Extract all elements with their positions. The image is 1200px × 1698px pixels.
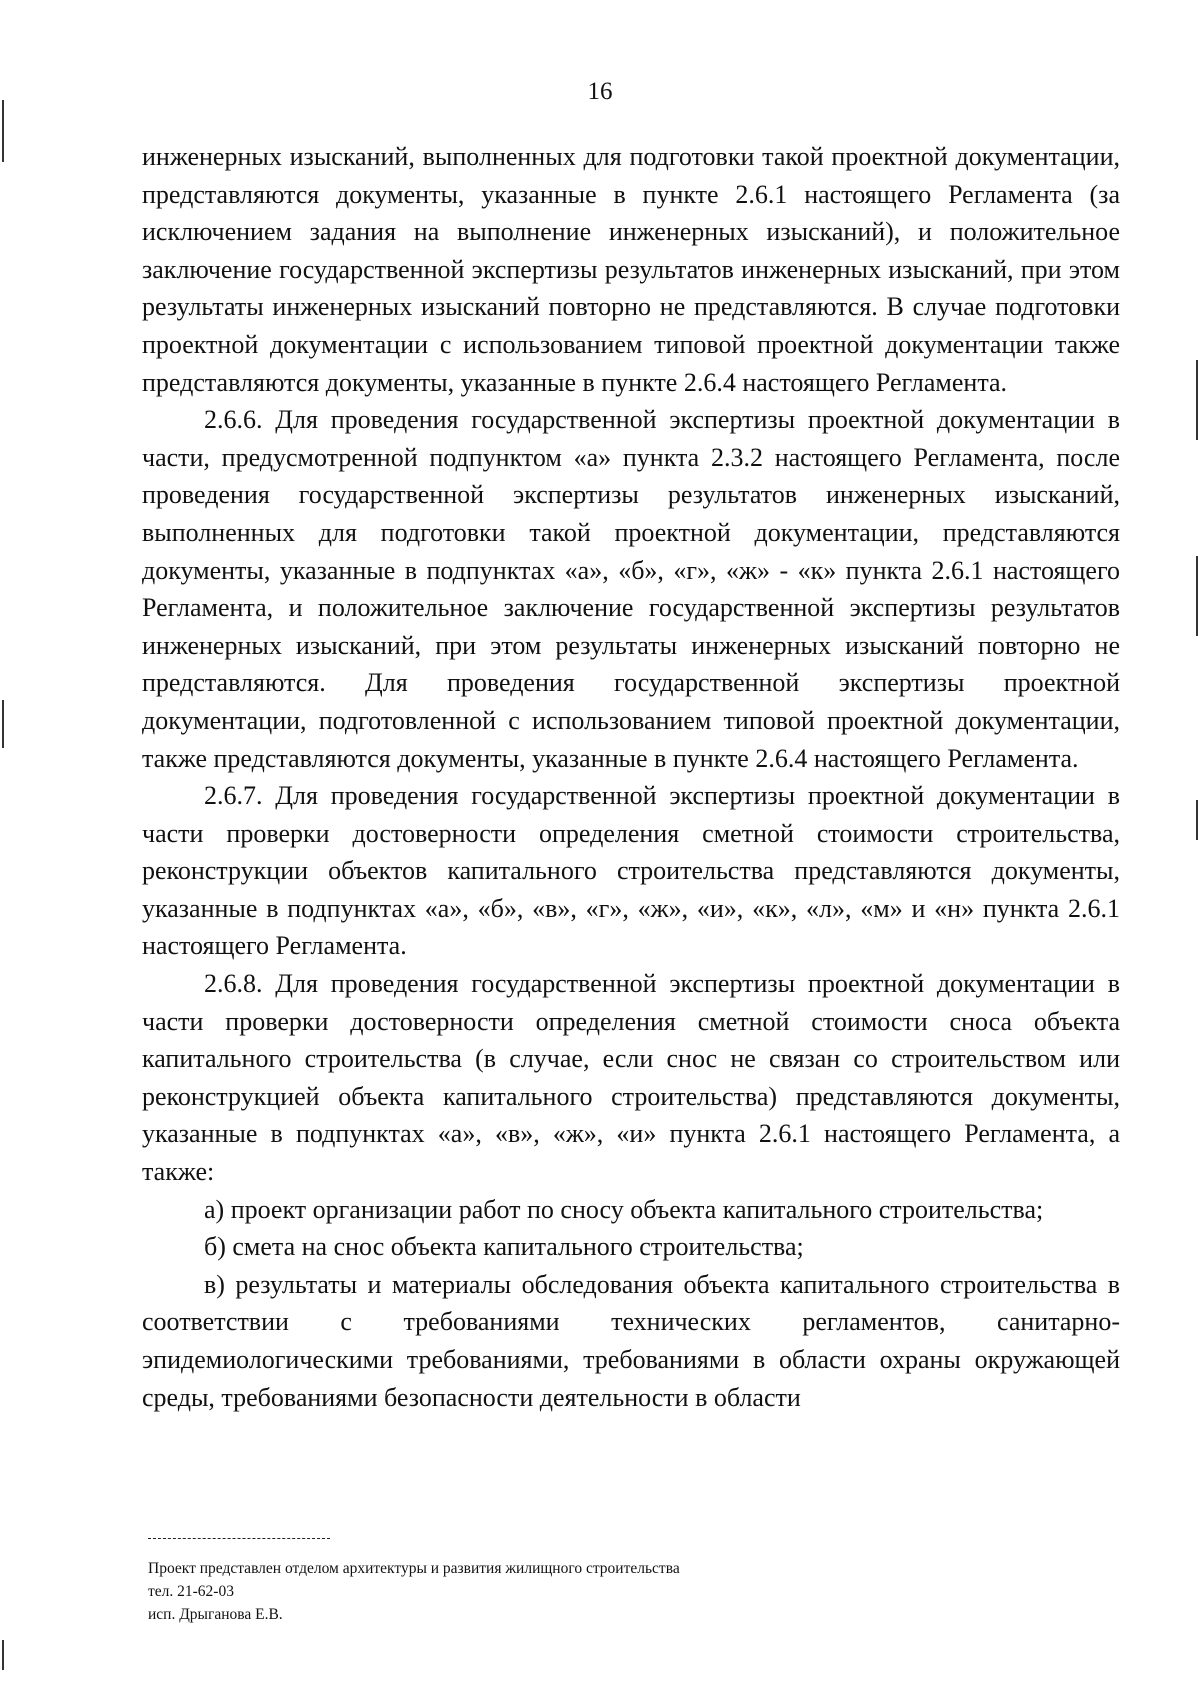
paragraph-2-6-7: 2.6.7. Для проведения государственной экспертизы проектной документации в части проверки достоверности определения сметной стоимости строительства, реконструкции объектов капитального строительства представляются документы, указанные в подпунктах «а», «б», «в», «г», «ж», «и», «к», «л», «м» и «н» пункта 2.6.1 настоящего Регламента. xyxy=(142,781,1120,961)
page-number: 16 xyxy=(587,78,613,105)
footer-note xyxy=(148,1538,680,1626)
paragraph-2-6-6: 2.6.6. Для проведения государственной экспертизы проектной документации в части, предусмотренной подпунктом «а» пункта 2.3.2 настоящего Регламента, после проведения государственной экспертизы результатов инженерных изысканий, выполненных для подготовки такой проектной документации, представляются документы, указанные в подпунктах «а», «б», «г», «ж» - «к» пункта 2.6.1 настоящего Регламента, и положительное заключение государственной экспертизы результатов инженерных изысканий, при этом результаты инженерных изысканий повторно не представляются. Для проведения государственной экспертизы проектной документации, подготовленной с использованием типовой проектной документации, также представляются документы, указанные в пункте 2.6.4 настоящего Регламента. xyxy=(142,405,1120,773)
document-body xyxy=(142,138,1120,1416)
footer-executor: исп. Дрыганова Е.В. xyxy=(148,1606,283,1623)
list-item-a: а) проект организации работ по сносу объекта капитального строительства; xyxy=(204,1194,1044,1224)
scan-mark-right-low xyxy=(1196,800,1198,840)
paragraph-2-6-8: 2.6.8. Для проведения государственной экспертизы проектной документации в части проверки достоверности определения сметной стоимости сноса объекта капитального строительства (в случае, если снос не связан со строительством или реконструкцией объекта капитального строительства) представляются документы, указанные в подпунктах «а», «в», «ж», «и» пункта 2.6.1 настоящего Регламента, а также: xyxy=(142,969,1120,1187)
list-item-b: б) смета на снос объекта капитального строительства; xyxy=(204,1232,804,1262)
scan-mark-left-mid xyxy=(2,700,4,748)
scan-mark-right-top xyxy=(1196,360,1198,440)
footer-phone: тел. 21-62-03 xyxy=(148,1583,234,1600)
paragraph-continuation: инженерных изысканий, выполненных для подготовки такой проектной документации, представляются документы, указанные в пункте 2.6.1 настоящего Регламента (за исключением задания на выполнение инженерных изысканий), и положительное заключение государственной экспертизы результатов инженерных изысканий, при этом результаты инженерных изысканий повторно не представляются. В случае подготовки проектной документации с использованием типовой проектной документации также представляются документы, указанные в пункте 2.6.4 настоящего Регламента. xyxy=(142,142,1120,397)
scan-mark-right-mid xyxy=(1196,556,1198,636)
scan-mark-left-bottom xyxy=(2,1640,4,1670)
scan-mark-left-top xyxy=(2,100,4,162)
footer-department: Проект представлен отделом архитектуры и развития жилищного строительства xyxy=(148,1560,680,1577)
list-item-v: в) результаты и материалы обследования объекта капитального строительства в соответствии с требованиями технических регламентов, санитарно-эпидемиологическими требованиями, требованиями в области охраны окружающей среды, требованиями безопасности деятельности в области xyxy=(142,1269,1120,1412)
footer-divider xyxy=(148,1538,330,1539)
